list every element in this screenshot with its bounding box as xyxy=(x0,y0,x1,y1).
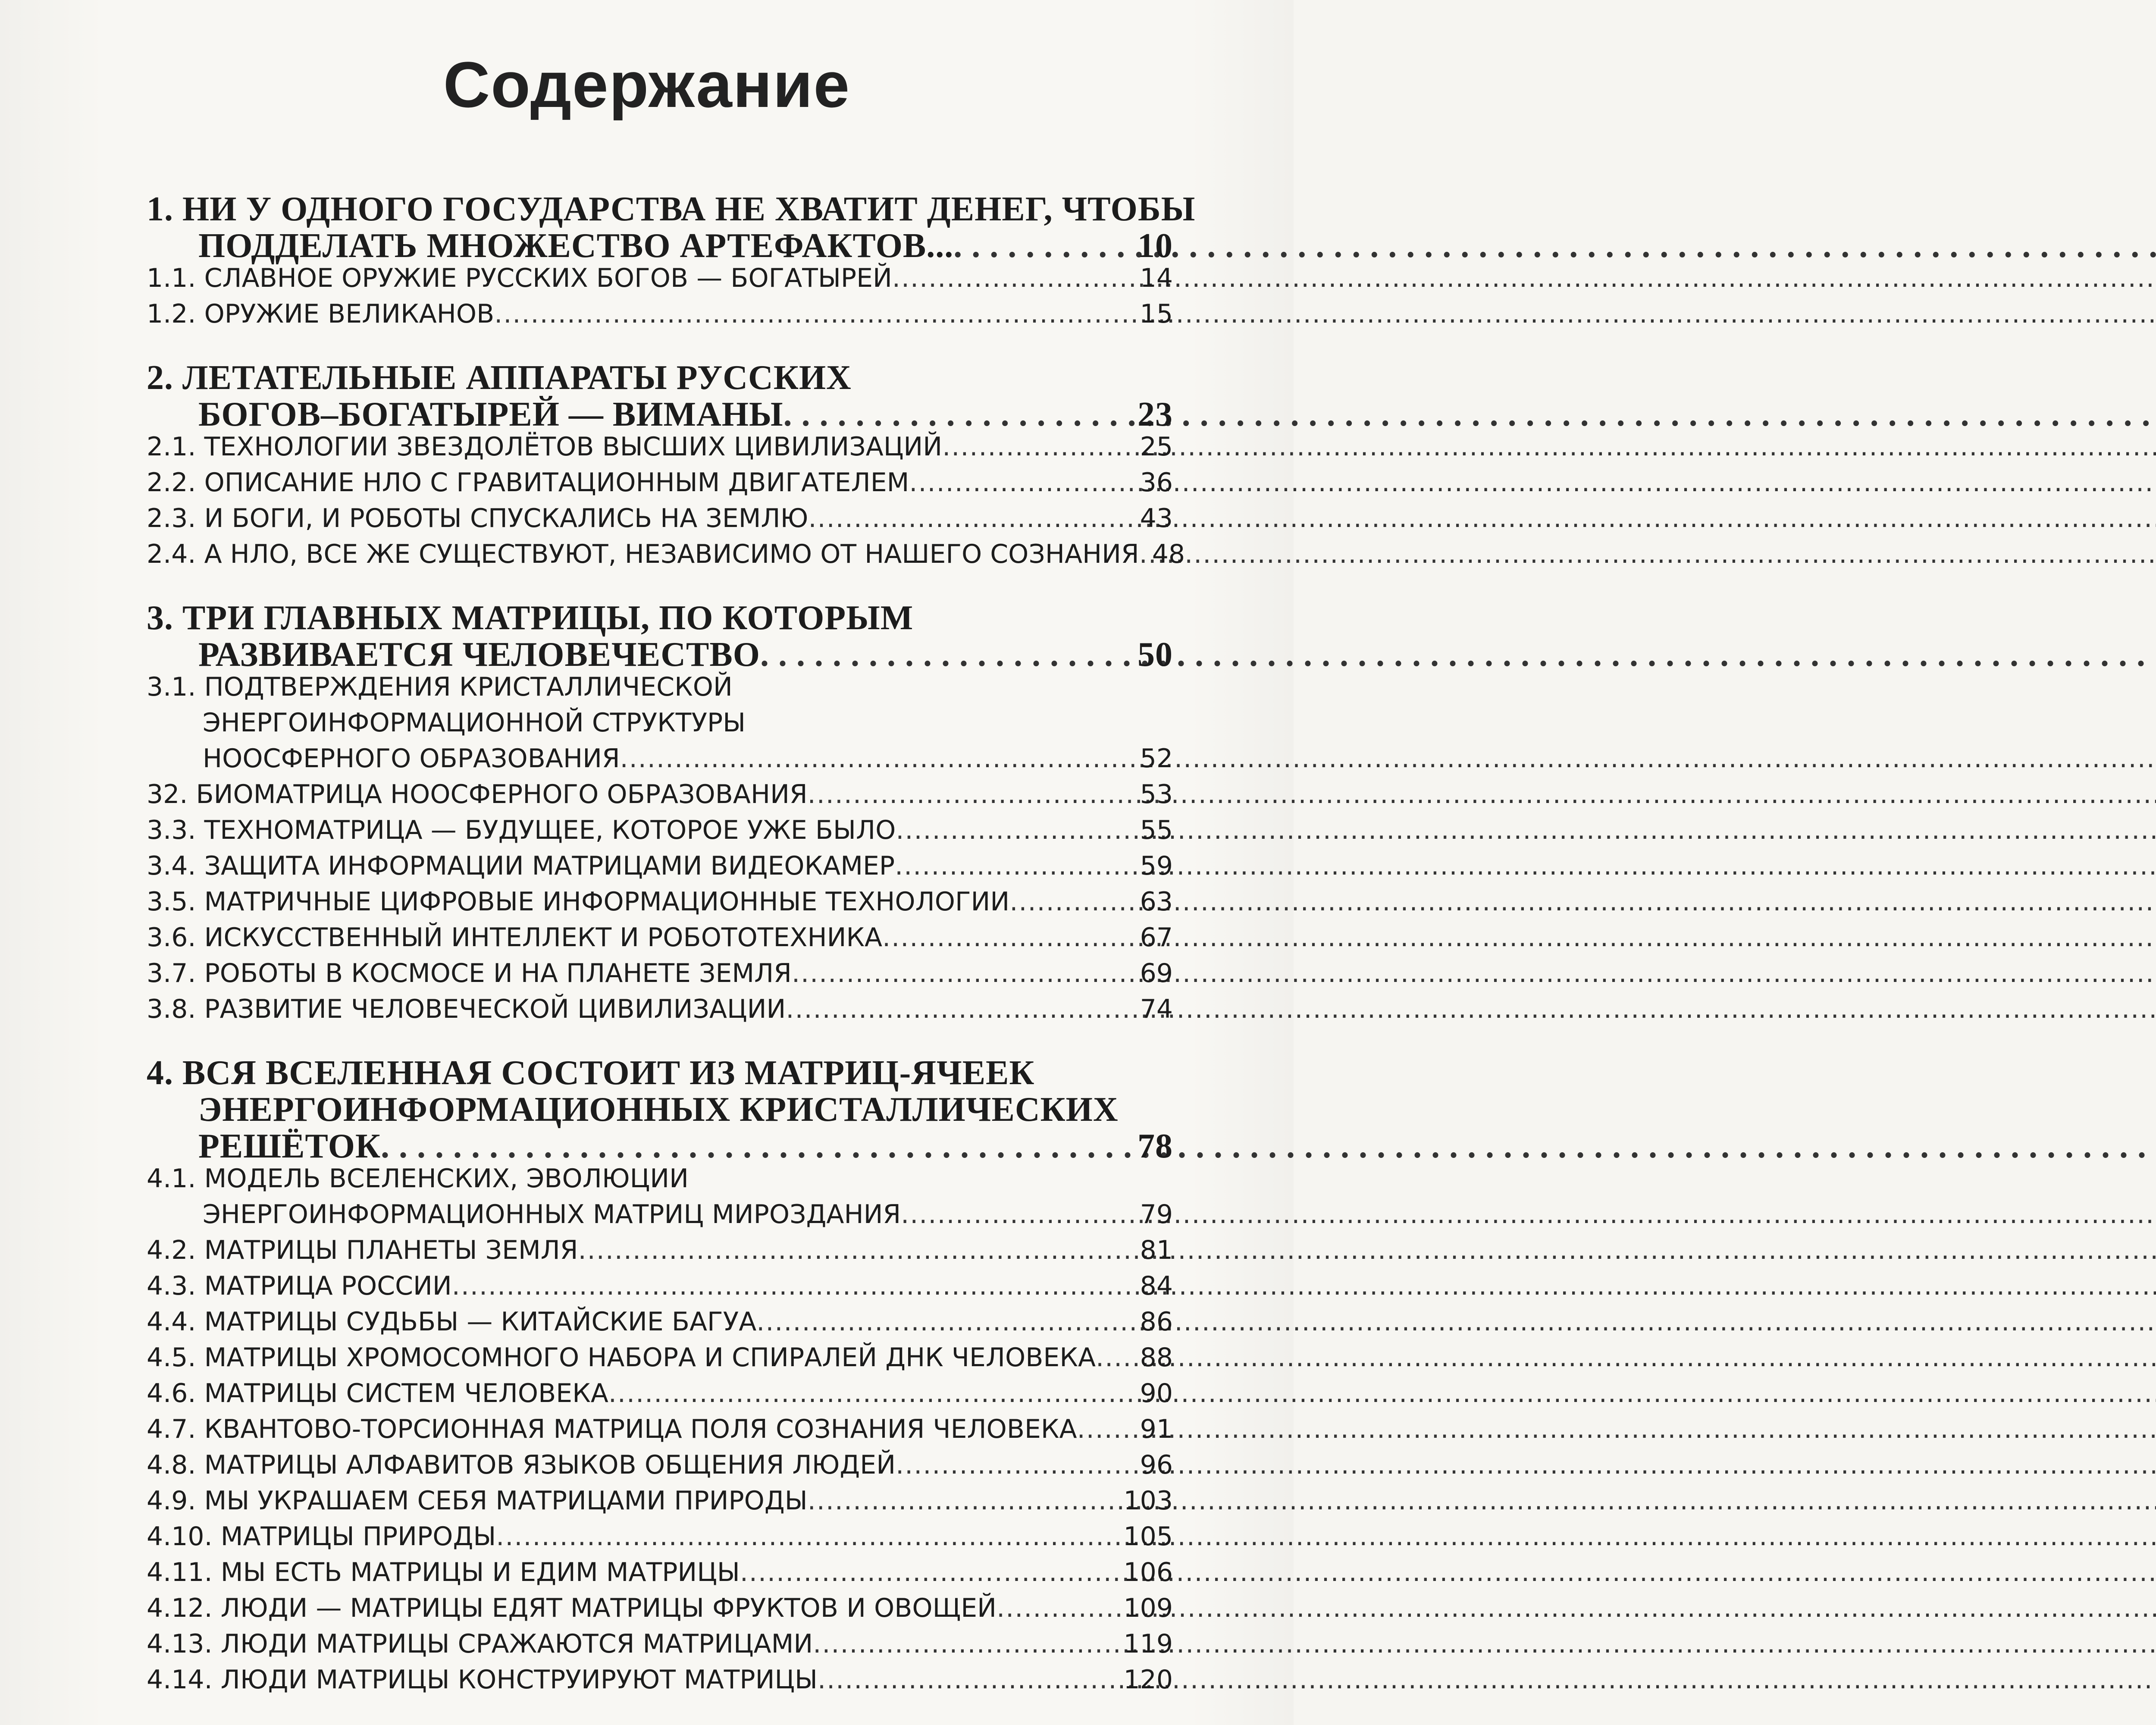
chapter-title: 3. ТРИ ГЛАВНЫХ МАТРИЦЫ, ПО КОТОРЫМ xyxy=(147,599,914,637)
toc-section-line xyxy=(147,672,1173,708)
section-title: 4.6. МАТРИЦЫ СИСТЕМ ЧЕЛОВЕКА xyxy=(147,1378,608,1408)
section-title: 4.8. МАТРИЦЫ АЛФАВИТОВ ЯЗЫКОВ ОБЩЕНИЯ ЛЮДЕЙ xyxy=(147,1450,896,1480)
dot-leader xyxy=(808,779,1140,809)
page-number: 81 xyxy=(1140,1235,1173,1265)
page-number: 96 xyxy=(1140,1450,1173,1480)
section-title: 4.4. МАТРИЦЫ СУДЬБЫ — КИТАЙСКИЕ БАГУА xyxy=(147,1307,757,1337)
dot-leader xyxy=(1139,539,1152,569)
section-title: 4.13. ЛЮДИ МАТРИЦЫ СРАЖАЮТСЯ МАТРИЦАМИ xyxy=(147,1629,813,1659)
section-title: 4.11. МЫ ЕСТЬ МАТРИЦЫ И ЕДИМ МАТРИЦЫ xyxy=(147,1557,740,1587)
section-title: 3.7. РОБОТЫ В КОСМОСЕ И НА ПЛАНЕТЕ ЗЕМЛЯ xyxy=(147,958,792,988)
section-title: 4.10. МАТРИЦЫ ПРИРОДЫ xyxy=(147,1521,496,1552)
dot-leader xyxy=(783,395,1138,434)
toc-chapter-line xyxy=(147,1127,1173,1164)
toc-chapter-line xyxy=(147,226,1173,263)
toc-section-line xyxy=(147,299,1173,335)
dot-leader xyxy=(620,743,1140,774)
section-title: 2.1. ТЕХНОЛОГИИ ЗВЕЗДОЛЁТОВ ВЫСШИХ ЦИВИЛИЗАЦИЙ xyxy=(147,432,943,462)
section-title: 4.1. МОДЕЛЬ ВСЕЛЕНСКИХ, ЭВОЛЮЦИИ xyxy=(147,1164,689,1194)
section-title: 3.8. РАЗВИТИЕ ЧЕЛОВЕЧЕСКОЙ ЦИВИЛИЗАЦИИ xyxy=(147,994,786,1024)
dot-leader xyxy=(1009,887,1140,917)
section-title: ЭНЕРГОИНФОРМАЦИОННОЙ СТРУКТУРЫ xyxy=(203,708,746,738)
dot-leader xyxy=(953,226,1138,266)
section-title: 3.1. ПОДТВЕРЖДЕНИЯ КРИСТАЛЛИЧЕСКОЙ xyxy=(147,672,733,702)
page-number: 78 xyxy=(1138,1127,1173,1165)
page-number: 23 xyxy=(1138,395,1173,433)
toc-chapter-line xyxy=(147,395,1173,432)
section-title: 3.4. ЗАЩИТА ИНФОРМАЦИИ МАТРИЦАМИ ВИДЕОКАМЕР xyxy=(147,851,895,881)
toc-chapter-line xyxy=(147,1054,1173,1090)
toc-section-line xyxy=(147,743,1173,779)
dot-leader xyxy=(792,958,1140,988)
dot-leader xyxy=(895,851,1140,881)
dot-leader xyxy=(813,1629,1123,1659)
page-number: 109 xyxy=(1123,1593,1173,1623)
page-number: 63 xyxy=(1140,887,1173,917)
chapter-title: РАЗВИВАЕТСЯ ЧЕЛОВЕЧЕСТВО xyxy=(198,636,760,674)
chapter-spacer xyxy=(147,1030,1173,1054)
chapter-title: РЕШЁТОК xyxy=(198,1127,381,1165)
table-of-contents xyxy=(147,190,1196,1700)
section-title: 4.12. ЛЮДИ — МАТРИЦЫ ЕДЯТ МАТРИЦЫ ФРУКТОВ И ОВОЩЕЙ xyxy=(147,1593,997,1623)
toc-section-line xyxy=(147,1235,1173,1271)
page-number: 120 xyxy=(1123,1665,1173,1695)
section-title: 32. БИОМАТРИЦА НООСФЕРНОГО ОБРАЗОВАНИЯ xyxy=(147,779,808,809)
dot-leader xyxy=(452,1271,1140,1301)
toc-chapter-line xyxy=(147,190,1196,228)
toc-section-line xyxy=(147,263,1173,299)
section-title: 1.2. ОРУЖИЕ ВЕЛИКАНОВ xyxy=(147,299,495,329)
page-number: 86 xyxy=(1140,1307,1173,1337)
toc-section-line xyxy=(147,815,1173,851)
toc-section-line xyxy=(147,1593,1173,1629)
section-title: 4.14. ЛЮДИ МАТРИЦЫ КОНСТРУИРУЮТ МАТРИЦЫ xyxy=(147,1665,818,1695)
toc-chapter-line xyxy=(147,635,1173,672)
page-number: 67 xyxy=(1140,922,1173,953)
page-number: 106 xyxy=(1123,1557,1173,1587)
section-title: 4.9. МЫ УКРАШАЕМ СЕБЯ МАТРИЦАМИ ПРИРОДЫ xyxy=(147,1486,808,1516)
toc-section-line xyxy=(147,1271,1173,1307)
dot-leader xyxy=(818,1665,1123,1695)
page-number: 15 xyxy=(1140,299,1173,329)
dot-leader xyxy=(1096,1342,1140,1373)
page-title: Содержание xyxy=(443,48,851,121)
section-title: 4.3. МАТРИЦА РОССИИ xyxy=(147,1271,452,1301)
toc-section-line xyxy=(147,1557,1173,1593)
page-number: 91 xyxy=(1140,1414,1173,1444)
dot-leader xyxy=(756,1307,1140,1337)
toc-section-line xyxy=(147,1164,1173,1199)
toc-section-line xyxy=(147,1486,1173,1521)
chapter-title: 4. ВСЯ ВСЕЛЕННАЯ СОСТОИТ ИЗ МАТРИЦ-ЯЧЕЕК xyxy=(147,1054,1035,1092)
page-number: 59 xyxy=(1140,851,1173,881)
page-number: 119 xyxy=(1123,1629,1173,1659)
dot-leader xyxy=(760,635,1138,674)
dot-leader xyxy=(1077,1414,1140,1444)
chapter-title: 2. ЛЕТАТЕЛЬНЫЕ АППАРАТЫ РУССКИХ xyxy=(147,359,852,397)
dot-leader xyxy=(496,1521,1123,1552)
toc-section-line xyxy=(147,503,1173,539)
toc-section-line xyxy=(147,922,1173,958)
section-title: 2.3. И БОГИ, И РОБОТЫ СПУСКАЛИСЬ НА ЗЕМЛЮ xyxy=(147,503,808,533)
toc-section-line xyxy=(147,1199,1173,1235)
page-number: 10 xyxy=(1138,227,1173,265)
page-number: 69 xyxy=(1140,958,1173,988)
toc-section-line xyxy=(147,539,1185,575)
page-number: 36 xyxy=(1140,467,1173,498)
page-number: 14 xyxy=(1140,263,1173,293)
page-number: 43 xyxy=(1140,503,1173,533)
section-title: 4.5. МАТРИЦЫ ХРОМОСОМНОГО НАБОРА И СПИРАЛЕЙ ДНК ЧЕЛОВЕКА xyxy=(147,1342,1096,1373)
toc-chapter-line xyxy=(147,1090,1173,1127)
toc-section-line xyxy=(147,1629,1173,1665)
toc-section-line xyxy=(147,887,1173,922)
page-number: 25 xyxy=(1140,432,1173,462)
dot-leader xyxy=(578,1235,1140,1265)
section-title: НООСФЕРНОГО ОБРАЗОВАНИЯ xyxy=(203,743,620,774)
dot-leader xyxy=(808,1486,1124,1516)
dot-leader xyxy=(892,263,1140,293)
toc-section-line xyxy=(147,958,1173,994)
toc-section-line xyxy=(147,1342,1173,1378)
page-number: 84 xyxy=(1140,1271,1173,1301)
toc-section-line xyxy=(147,1378,1173,1414)
dot-leader xyxy=(740,1557,1124,1587)
dot-leader xyxy=(494,299,1140,329)
toc-section-line xyxy=(147,1521,1173,1557)
section-title: 2.2. ОПИСАНИЕ НЛО С ГРАВИТАЦИОННЫМ ДВИГАТЕЛЕМ xyxy=(147,467,909,498)
toc-chapter-line xyxy=(147,599,1173,635)
toc-section-line xyxy=(147,994,1173,1030)
page-number: 74 xyxy=(1140,994,1173,1024)
page-number: 90 xyxy=(1140,1378,1173,1408)
toc-section-line xyxy=(147,1450,1173,1486)
toc-section-line xyxy=(147,432,1173,467)
toc-section-line xyxy=(147,779,1173,815)
chapter-title: ПОДДЕЛАТЬ МНОЖЕСТВО АРТЕФАКТОВ... xyxy=(198,227,954,265)
toc-section-line xyxy=(147,1307,1173,1342)
section-title: 1.1. СЛАВНОЕ ОРУЖИЕ РУССКИХ БОГОВ — БОГАТЫРЕЙ xyxy=(147,263,892,293)
page-number: 55 xyxy=(1140,815,1173,845)
page-number: 103 xyxy=(1123,1486,1173,1516)
dot-leader xyxy=(901,1199,1140,1229)
dot-leader xyxy=(997,1593,1123,1623)
chapter-title: БОГОВ–БОГАТЫРЕЙ — ВИМАНЫ xyxy=(198,395,783,433)
dot-leader xyxy=(882,922,1140,953)
toc-section-line xyxy=(147,851,1173,887)
toc-section-line xyxy=(147,1665,1173,1700)
chapter-title: ЭНЕРГОИНФОРМАЦИОННЫХ КРИСТАЛЛИЧЕСКИХ xyxy=(198,1091,1119,1129)
toc-section-line xyxy=(147,1414,1173,1450)
toc-chapter-line xyxy=(147,358,1173,395)
dot-leader xyxy=(896,1450,1140,1480)
dot-leader xyxy=(942,432,1140,462)
page-number: 79 xyxy=(1140,1199,1173,1229)
page-number: 52 xyxy=(1140,743,1173,774)
dot-leader xyxy=(808,503,1140,533)
page-number: 105 xyxy=(1123,1521,1173,1552)
dot-leader xyxy=(381,1127,1138,1166)
section-title: ЭНЕРГОИНФОРМАЦИОННЫХ МАТРИЦ МИРОЗДАНИЯ xyxy=(203,1199,901,1229)
section-title: 3.3. ТЕХНОМАТРИЦА — БУДУЩЕЕ, КОТОРОЕ УЖЕ БЫЛО xyxy=(147,815,896,845)
section-title: 4.7. КВАНТОВО-ТОРСИОННАЯ МАТРИЦА ПОЛЯ СОЗНАНИЯ ЧЕЛОВЕКА xyxy=(147,1414,1077,1444)
section-title: 3.5. МАТРИЧНЫЕ ЦИФРОВЫЕ ИНФОРМАЦИОННЫЕ ТЕХНОЛОГИИ xyxy=(147,887,1010,917)
page-number: 53 xyxy=(1140,779,1173,809)
chapter-spacer xyxy=(147,335,1173,358)
dot-leader xyxy=(909,467,1140,498)
page-number: 50 xyxy=(1138,636,1173,674)
toc-section-line xyxy=(147,708,1173,743)
chapter-title: 1. НИ У ОДНОГО ГОСУДАРСТВА НЕ ХВАТИТ ДЕНЕГ, ЧТОБЫ xyxy=(147,190,1196,228)
chapter-spacer xyxy=(147,575,1173,599)
page-number: 88 xyxy=(1140,1342,1173,1373)
page-number: 48 xyxy=(1152,539,1185,569)
section-title: 4.2. МАТРИЦЫ ПЛАНЕТЫ ЗЕМЛЯ xyxy=(147,1235,578,1265)
toc-section-line xyxy=(147,467,1173,503)
dot-leader xyxy=(896,815,1140,845)
dot-leader xyxy=(608,1378,1140,1408)
dot-leader xyxy=(786,994,1140,1024)
section-title: 2.4. А НЛО, ВСЕ ЖЕ СУЩЕСТВУЮТ, НЕЗАВИСИМО ОТ НАШЕГО СОЗНАНИЯ xyxy=(147,539,1139,569)
section-title: 3.6. ИСКУССТВЕННЫЙ ИНТЕЛЛЕКТ И РОБОТОТЕХНИКА xyxy=(147,922,883,953)
